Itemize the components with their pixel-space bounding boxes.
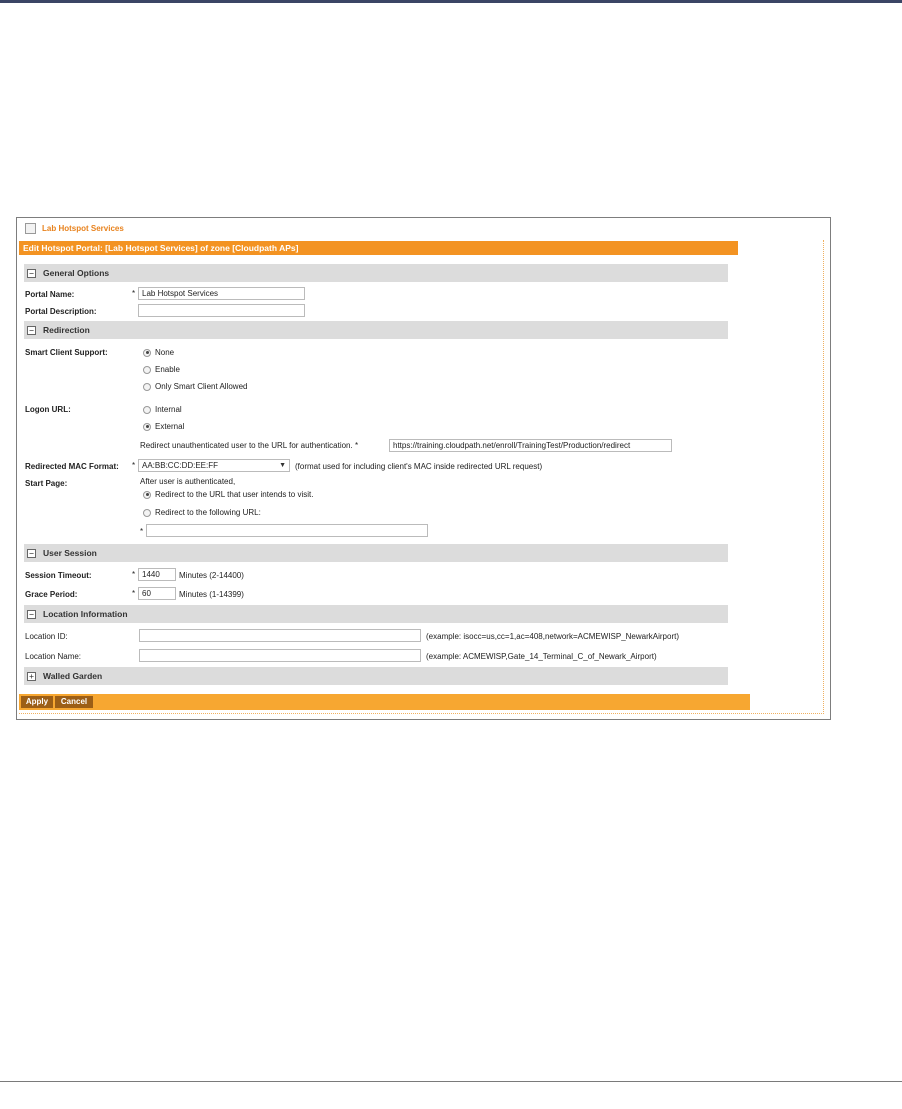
location-name-input[interactable] bbox=[139, 649, 421, 662]
start-page-label: Start Page: bbox=[25, 479, 68, 488]
section-label: Walled Garden bbox=[43, 671, 103, 681]
location-id-input[interactable] bbox=[139, 629, 421, 642]
grace-period-label: Grace Period: bbox=[25, 590, 78, 599]
session-timeout-unit: Minutes (2-14400) bbox=[179, 571, 244, 580]
breadcrumb-label[interactable]: Lab Hotspot Services bbox=[42, 223, 124, 233]
start-page-intro: After user is authenticated, bbox=[140, 477, 236, 486]
radio-selected-icon[interactable] bbox=[143, 423, 151, 431]
location-id-example: (example: isocc=us,cc=1,ac=408,network=ACMEWISP_NewarkAirport) bbox=[426, 632, 679, 641]
start-page-url-input[interactable] bbox=[146, 524, 428, 537]
radio-selected-icon[interactable] bbox=[143, 491, 151, 499]
location-id-label: Location ID: bbox=[25, 632, 68, 641]
grace-period-input[interactable]: 60 bbox=[138, 587, 176, 600]
section-redirection[interactable] bbox=[24, 321, 728, 339]
hotspot-panel bbox=[16, 217, 831, 720]
collapse-icon[interactable]: − bbox=[27, 326, 36, 335]
page-title: Edit Hotspot Portal: [Lab Hotspot Services] of zone [Cloudpath APs] bbox=[19, 241, 738, 255]
expand-icon[interactable]: + bbox=[27, 672, 36, 681]
section-label: General Options bbox=[43, 268, 110, 278]
start-page-following-radio[interactable]: Redirect to the following URL: bbox=[143, 508, 261, 517]
portal-description-input[interactable] bbox=[138, 304, 305, 317]
portal-name-label: Portal Name: bbox=[25, 290, 75, 299]
section-walled-garden[interactable] bbox=[24, 667, 728, 685]
location-name-example: (example: ACMEWISP,Gate_14_Terminal_C_of_Newark_Airport) bbox=[426, 652, 657, 661]
bottom-rule bbox=[0, 1081, 902, 1082]
radio-selected-icon[interactable] bbox=[143, 349, 151, 357]
portal-description-label: Portal Description: bbox=[25, 307, 97, 316]
smart-client-none-radio[interactable]: None bbox=[143, 348, 174, 357]
section-user-session[interactable] bbox=[24, 544, 728, 562]
redirected-mac-format-label: Redirected MAC Format: bbox=[25, 462, 119, 471]
chevron-down-icon[interactable]: ▼ bbox=[279, 462, 286, 469]
smart-client-only-radio[interactable]: Only Smart Client Allowed bbox=[143, 382, 247, 391]
start-page-intended-radio[interactable]: Redirect to the URL that user intends to visit. bbox=[143, 490, 313, 499]
redirect-url-label: Redirect unauthenticated user to the URL for authentication. * bbox=[140, 441, 359, 450]
session-timeout-label: Session Timeout: bbox=[25, 571, 92, 580]
required-mark: * bbox=[132, 570, 136, 579]
logon-url-internal-radio[interactable]: Internal bbox=[143, 405, 182, 414]
smart-client-support-label: Smart Client Support: bbox=[25, 348, 108, 357]
collapse-icon[interactable]: − bbox=[27, 269, 36, 278]
required-mark: * bbox=[132, 589, 136, 598]
logon-url-label: Logon URL: bbox=[25, 405, 71, 414]
mac-format-select[interactable] bbox=[138, 459, 290, 472]
session-timeout-input[interactable]: 1440 bbox=[138, 568, 176, 581]
radio-icon[interactable] bbox=[143, 509, 151, 517]
required-mark: * bbox=[132, 461, 136, 470]
collapse-icon[interactable]: − bbox=[27, 610, 36, 619]
section-label: Redirection bbox=[43, 325, 90, 335]
section-label: User Session bbox=[43, 548, 97, 558]
breadcrumb bbox=[25, 221, 124, 235]
logon-url-external-radio[interactable]: External bbox=[143, 422, 184, 431]
section-location-information[interactable] bbox=[24, 605, 728, 623]
redirect-url-input[interactable]: https://training.cloudpath.net/enroll/TrainingTest/Production/redirect bbox=[389, 439, 672, 452]
apply-button[interactable]: Apply bbox=[21, 696, 53, 708]
radio-icon[interactable] bbox=[143, 366, 151, 374]
portal-name-input[interactable]: Lab Hotspot Services bbox=[138, 287, 305, 300]
cancel-button[interactable]: Cancel bbox=[55, 696, 93, 708]
section-general-options[interactable] bbox=[24, 264, 728, 282]
mac-format-note: (format used for including client's MAC inside redirected URL request) bbox=[295, 462, 543, 471]
radio-icon[interactable] bbox=[143, 383, 151, 391]
section-label: Location Information bbox=[43, 609, 128, 619]
radio-icon[interactable] bbox=[143, 406, 151, 414]
required-mark: * bbox=[140, 527, 144, 536]
action-bar bbox=[19, 694, 750, 710]
required-mark: * bbox=[132, 289, 136, 298]
grace-period-unit: Minutes (1-14399) bbox=[179, 590, 244, 599]
mac-format-value: AA:BB:CC:DD:EE:FF bbox=[142, 461, 219, 470]
smart-client-enable-radio[interactable]: Enable bbox=[143, 365, 180, 374]
location-name-label: Location Name: bbox=[25, 652, 82, 661]
top-rule bbox=[0, 0, 902, 3]
collapse-icon[interactable]: − bbox=[27, 549, 36, 558]
row-checkbox[interactable] bbox=[25, 223, 36, 234]
